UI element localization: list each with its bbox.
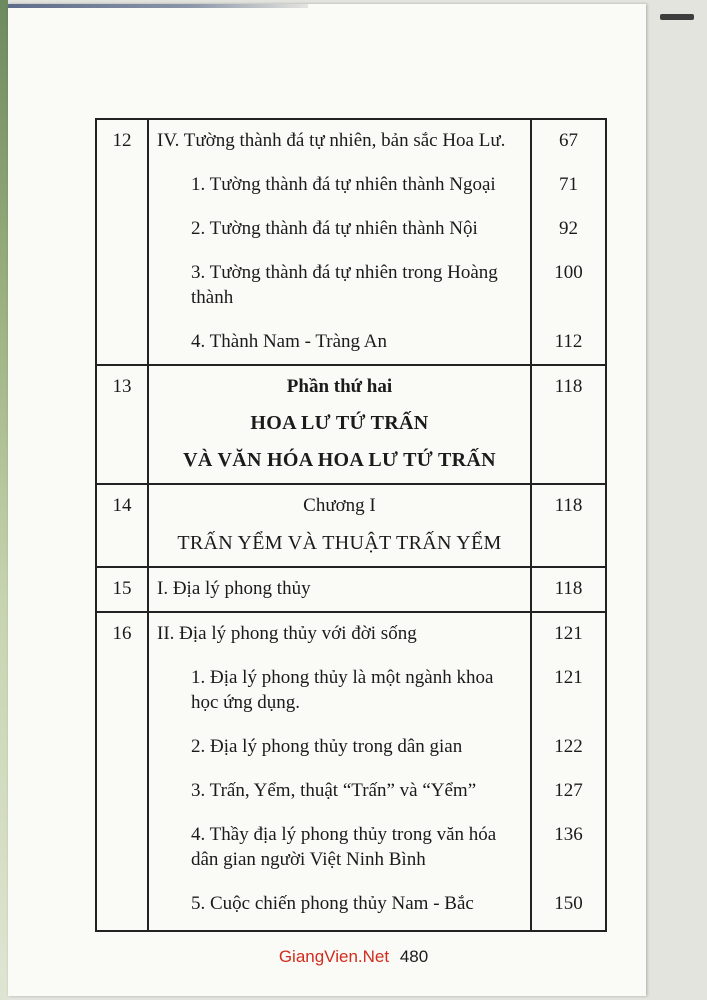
page-number: 92 <box>558 218 578 239</box>
part-label: Phần thứ hai <box>286 376 393 397</box>
toc-entry: II. Địa lý phong thủy với đời sống <box>157 623 417 644</box>
page-number: 118 <box>531 484 606 567</box>
page-number: 127 <box>554 780 583 801</box>
toc-entry: 1. Tường thành đá tự nhiên thành Ngoại <box>191 174 496 195</box>
row-pages <box>531 119 606 365</box>
toc-row-13 <box>96 365 606 484</box>
chapter-title: TRẤN YỂM VÀ THUẬT TRẤN YỂM <box>177 532 502 554</box>
toc-entry: 2. Tường thành đá tự nhiên thành Nội <box>191 218 478 239</box>
toc-entry: 4. Thành Nam - Tràng An <box>191 331 387 352</box>
toc-entry: 3. Tường thành đá tự nhiên trong Hoàng thành <box>191 262 498 308</box>
toc-row-15 <box>96 567 606 612</box>
page-number: 100 <box>554 262 583 283</box>
row-number: 16 <box>96 612 148 931</box>
row-number: 14 <box>96 484 148 567</box>
page-top-edge <box>8 4 308 8</box>
page-number: 122 <box>554 736 583 757</box>
page-number: 121 <box>554 623 583 644</box>
row-entries <box>148 567 531 612</box>
toc-entry: 4. Thầy địa lý phong thủy trong văn hóa dân gian người Việt Ninh Bình <box>191 824 497 870</box>
row-entries <box>148 612 531 931</box>
chapter-heading <box>148 484 531 567</box>
chapter-label: Chương I <box>303 495 376 516</box>
toc-entry: 2. Địa lý phong thủy trong dân gian <box>191 736 463 757</box>
row-pages <box>531 612 606 931</box>
toc-entry: 1. Địa lý phong thủy là một ngành khoa học ứng dụng. <box>191 667 494 713</box>
page-number: 136 <box>554 824 583 845</box>
toc-row-16 <box>96 612 606 931</box>
row-number: 15 <box>96 567 148 612</box>
page-number: 150 <box>554 893 583 914</box>
page-number: 118 <box>531 365 606 484</box>
toc-entry: IV. Tường thành đá tự nhiên, bản sắc Hoa Lư. <box>157 130 506 151</box>
binding-mark <box>660 14 694 20</box>
page-footer <box>0 947 707 967</box>
page-number: 112 <box>554 331 583 352</box>
row-entries <box>148 119 531 365</box>
page-number: 67 <box>558 130 578 151</box>
watermark-text: GiangVien.Net <box>278 947 390 966</box>
part-title: HOA LƯ TỨ TRẤN <box>250 412 429 434</box>
toc-row-14 <box>96 484 606 567</box>
footer-page-number: 480 <box>399 947 429 966</box>
part-subtitle: VÀ VĂN HÓA HOA LƯ TỨ TRẤN <box>183 449 496 471</box>
page-number: 121 <box>554 667 583 688</box>
toc-entry: 3. Trấn, Yểm, thuật “Trấn” và “Yểm” <box>191 780 477 801</box>
table-of-contents <box>95 118 607 932</box>
toc-entry: I. Địa lý phong thủy <box>157 578 311 599</box>
row-number: 12 <box>96 119 148 365</box>
page-number: 118 <box>531 567 606 612</box>
book-spine-edge <box>0 0 8 1000</box>
page-number: 71 <box>558 174 578 195</box>
row-number: 13 <box>96 365 148 484</box>
toc-entry: 5. Cuộc chiến phong thủy Nam - Bắc <box>191 893 474 914</box>
toc-row-12 <box>96 119 606 365</box>
part-heading <box>148 365 531 484</box>
